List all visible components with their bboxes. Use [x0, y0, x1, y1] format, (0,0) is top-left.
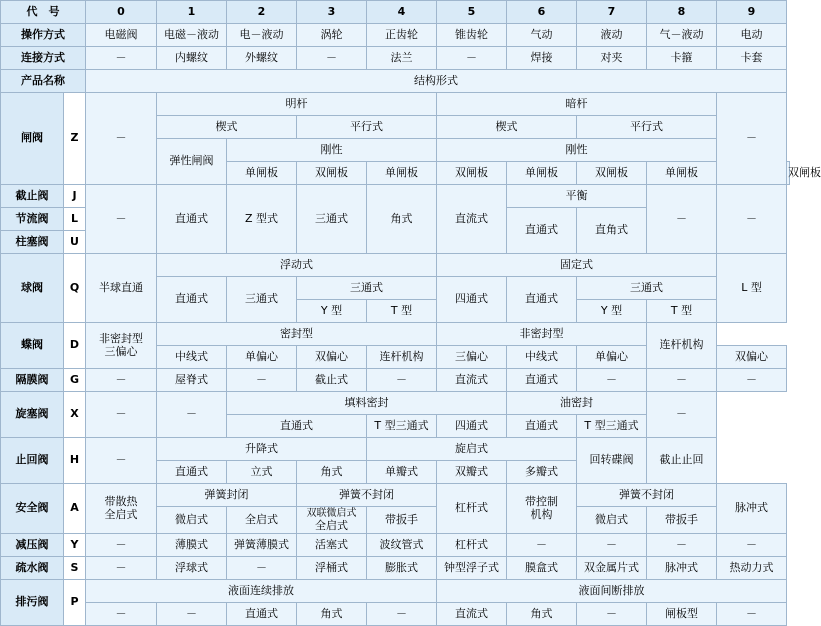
- header-num-0: 0: [86, 1, 157, 24]
- gate-parallel-open: 平行式: [297, 116, 437, 139]
- header-num-7: 7: [577, 1, 647, 24]
- trap-cell-4: 膨胀式: [367, 557, 437, 580]
- ball-t-type-right: T 型: [647, 300, 717, 323]
- operation-cell-4: 正齿轮: [367, 24, 437, 47]
- row-operation: [1, 24, 790, 47]
- safety-cell-6: [507, 484, 577, 534]
- ball-cell-2: 三通式: [227, 277, 297, 323]
- trap-cell-7: 双金属片式: [577, 557, 647, 580]
- stop-cell-4: 角式: [367, 185, 437, 254]
- check-swing-label: 旋启式: [367, 438, 577, 461]
- row-blowdown-bottom: [1, 603, 790, 626]
- reducing-cell-1: 薄膜式: [157, 534, 227, 557]
- safety-cell-0: [86, 484, 157, 534]
- ball-floating: 浮动式: [157, 254, 437, 277]
- row-label-ball: 球阀: [1, 254, 64, 323]
- reducing-cell-6: －: [507, 534, 577, 557]
- butterfly-seal: 密封型: [157, 323, 437, 346]
- reducing-cell-2: 弹簧薄膜式: [227, 534, 297, 557]
- operation-cell-0: 电磁阀: [86, 24, 157, 47]
- ball-three-way-left: 三通式: [297, 277, 437, 300]
- butterfly-cell-0: [86, 323, 157, 369]
- trap-cell-9: 热动力式: [717, 557, 787, 580]
- row-safety-top: [1, 484, 790, 507]
- ball-cell-5: 四通式: [437, 277, 507, 323]
- gate-wedge-open: 楔式: [157, 116, 297, 139]
- header-num-1: 1: [157, 1, 227, 24]
- row-code-plug: X: [64, 392, 86, 438]
- connection-cell-1: 内螺纹: [157, 47, 227, 70]
- safety-cell-0-line1: 带散热: [104, 494, 138, 508]
- header-num-3: 3: [297, 1, 367, 24]
- header-num-8: 8: [647, 1, 717, 24]
- trap-cell-1: 浮球式: [157, 557, 227, 580]
- diaphragm-cell-4: －: [367, 369, 437, 392]
- diaphragm-cell-7: －: [577, 369, 647, 392]
- row-label-blowdown: 排污阀: [1, 580, 64, 626]
- butterfly-cell-4: 连杆机构: [367, 346, 437, 369]
- row-label-check: 止回阀: [1, 438, 64, 484]
- row-label-product-name: 产品名称: [1, 70, 86, 93]
- safety-cell-3: [297, 507, 367, 534]
- row-stop-valve: [1, 185, 790, 208]
- operation-cell-5: 锥齿轮: [437, 24, 507, 47]
- stop-cell-5: 直流式: [437, 185, 507, 254]
- gate-plate-8: 双闸板: [787, 162, 790, 185]
- row-label-reducing: 减压阀: [1, 534, 64, 557]
- plug-packing-seal: 填料密封: [227, 392, 507, 415]
- connection-cell-9: 卡套: [717, 47, 787, 70]
- safety-cell-1: 微启式: [157, 507, 227, 534]
- gate-plate-2: 双闸板: [297, 162, 367, 185]
- connection-cell-2: 外螺纹: [227, 47, 297, 70]
- row-check-top: [1, 438, 790, 461]
- row-trap: [1, 557, 790, 580]
- connection-cell-3: －: [297, 47, 367, 70]
- row-code-gate: Z: [64, 93, 86, 185]
- stop-balance-angle: 直角式: [577, 208, 647, 254]
- blowdown-intermittent: 液面间断排放: [437, 580, 787, 603]
- butterfly-cell-0-line2: 三偏心: [104, 344, 138, 358]
- row-code-ball: Q: [64, 254, 86, 323]
- blowdown-cell-3: 角式: [297, 603, 367, 626]
- trap-cell-3: 浮桶式: [297, 557, 367, 580]
- butterfly-cell-7: 单偏心: [577, 346, 647, 369]
- safety-cell-6-line1: 带控制: [525, 494, 558, 508]
- connection-cell-5: －: [437, 47, 507, 70]
- plug-oil-seal: 油密封: [507, 392, 647, 415]
- check-lift-1: 直通式: [157, 461, 227, 484]
- check-cell-0: －: [86, 438, 157, 484]
- plug-oil-through: 直通式: [507, 415, 577, 438]
- butterfly-cell-6: 中线式: [507, 346, 577, 369]
- header-code-label: 代 号: [1, 1, 86, 24]
- diaphragm-cell-5: 直流式: [437, 369, 507, 392]
- safety-spring-open-left: 弹簧不封闭: [297, 484, 437, 507]
- gate-stem-hidden: 暗杆: [437, 93, 717, 116]
- operation-cell-7: 液动: [577, 24, 647, 47]
- plug-cell-9: －: [647, 392, 717, 438]
- row-connection: [1, 47, 790, 70]
- row-label-throttle: 节流阀: [1, 208, 64, 231]
- safety-cell-6-line2: 机构: [530, 507, 553, 521]
- header-num-9: 9: [717, 1, 787, 24]
- trap-cell-8: 脉冲式: [647, 557, 717, 580]
- gate-stem-open: 明杆: [157, 93, 437, 116]
- diaphragm-cell-1: 屋脊式: [157, 369, 227, 392]
- blowdown-continuous: 液面连续排放: [86, 580, 437, 603]
- row-ball-top: [1, 254, 790, 277]
- trap-cell-2: －: [227, 557, 297, 580]
- row-code-diaphragm: G: [64, 369, 86, 392]
- row-label-operation: 操作方式: [1, 24, 86, 47]
- check-swing-2: 双瓣式: [437, 461, 507, 484]
- gate-plate-1: 单闸板: [227, 162, 297, 185]
- row-code-plunger: U: [64, 231, 86, 254]
- check-lift-2: 立式: [227, 461, 297, 484]
- row-code-butterfly: D: [64, 323, 86, 369]
- safety-cell-3-line2: 全启式: [315, 518, 348, 532]
- safety-cell-8: 带扳手: [647, 507, 717, 534]
- row-code-trap: S: [64, 557, 86, 580]
- structure-form-label: 结构形式: [86, 70, 787, 93]
- safety-cell-4: 带扳手: [367, 507, 437, 534]
- diaphragm-cell-0: －: [86, 369, 157, 392]
- row-label-plug: 旋塞阀: [1, 392, 64, 438]
- gate-plate-4: 双闸板: [437, 162, 507, 185]
- butterfly-cell-1: 中线式: [157, 346, 227, 369]
- safety-cell-2: 全启式: [227, 507, 297, 534]
- blowdown-cell-0: －: [86, 603, 157, 626]
- row-butterfly-top: [1, 323, 790, 346]
- ball-fixed: 固定式: [437, 254, 717, 277]
- operation-cell-8: 气－液动: [647, 24, 717, 47]
- reducing-cell-5: 杠杆式: [437, 534, 507, 557]
- safety-spring-closed-right: 弹簧不封闭: [577, 484, 717, 507]
- check-lift-3: 角式: [297, 461, 367, 484]
- connection-cell-0: －: [86, 47, 157, 70]
- ball-y-type: Y 型: [297, 300, 367, 323]
- connection-cell-6: 焊接: [507, 47, 577, 70]
- ball-cell-1: 直通式: [157, 277, 227, 323]
- check-lift-label: 升降式: [157, 438, 367, 461]
- diaphragm-cell-8: －: [647, 369, 717, 392]
- diaphragm-cell-3: 截止式: [297, 369, 367, 392]
- trap-cell-0: －: [86, 557, 157, 580]
- trap-cell-6: 膜盒式: [507, 557, 577, 580]
- stop-cell-1: 直通式: [157, 185, 227, 254]
- header-num-2: 2: [227, 1, 297, 24]
- safety-cell-7: 微启式: [577, 507, 647, 534]
- header-num-6: 6: [507, 1, 577, 24]
- blowdown-cell-2: 直通式: [227, 603, 297, 626]
- plug-packing-t: T 型三通式: [367, 415, 437, 438]
- plug-cell-0: －: [86, 392, 157, 438]
- check-swing-3: 多瓣式: [507, 461, 577, 484]
- connection-cell-7: 对夹: [577, 47, 647, 70]
- row-code-stop: J: [64, 185, 86, 208]
- row-plug-top: [1, 392, 790, 415]
- diaphragm-cell-2: －: [227, 369, 297, 392]
- row-gate-stem: [1, 93, 790, 116]
- gate-cell-9: －: [717, 93, 787, 185]
- stop-cell-9: －: [717, 185, 787, 254]
- gate-plate-6: 双闸板: [577, 162, 647, 185]
- butterfly-cell-0-line1: 非密封型: [99, 331, 143, 345]
- ball-t-type: T 型: [367, 300, 437, 323]
- row-code-check: H: [64, 438, 86, 484]
- connection-cell-4: 法兰: [367, 47, 437, 70]
- gate-elastic: 弹性闸阀: [157, 139, 227, 185]
- butterfly-cell-2: 单偏心: [227, 346, 297, 369]
- plug-oil-t: T 型三通式: [577, 415, 647, 438]
- safety-cell-5: 杠杆式: [437, 484, 507, 534]
- butterfly-cell-9: 连杆机构: [647, 323, 717, 369]
- header-num-4: 4: [367, 1, 437, 24]
- operation-cell-1: 电磁－液动: [157, 24, 227, 47]
- butterfly-nonseal: 非密封型: [437, 323, 647, 346]
- blowdown-cell-9: －: [717, 603, 787, 626]
- row-blowdown-top: [1, 580, 790, 603]
- operation-cell-2: 电－液动: [227, 24, 297, 47]
- trap-cell-5: 钟型浮子式: [437, 557, 507, 580]
- check-cell-8: 回转碟阀: [577, 438, 647, 484]
- gate-parallel-hidden: 平行式: [577, 116, 717, 139]
- butterfly-cell-3: 双偏心: [297, 346, 367, 369]
- stop-cell-8: －: [647, 185, 717, 254]
- stop-balance-label: 平衡: [507, 185, 647, 208]
- row-label-diaphragm: 隔膜阀: [1, 369, 64, 392]
- check-swing-1: 单瓣式: [367, 461, 437, 484]
- plug-packing-through: 直通式: [227, 415, 367, 438]
- blowdown-cell-7: －: [577, 603, 647, 626]
- blowdown-cell-1: －: [157, 603, 227, 626]
- blowdown-cell-6: 角式: [507, 603, 577, 626]
- ball-half-through: 半球直通: [86, 254, 157, 323]
- row-label-butterfly: 蝶阀: [1, 323, 64, 369]
- stop-balance-through: 直通式: [507, 208, 577, 254]
- row-diaphragm: [1, 369, 790, 392]
- gate-plate-3: 单闸板: [367, 162, 437, 185]
- table-header-row: [1, 1, 790, 24]
- gate-plate-5: 单闸板: [507, 162, 577, 185]
- butterfly-cell-8: 双偏心: [717, 346, 787, 369]
- stop-cell-3: 三通式: [297, 185, 367, 254]
- gate-wedge-hidden: 楔式: [437, 116, 577, 139]
- row-product-name: [1, 70, 790, 93]
- operation-cell-9: 电动: [717, 24, 787, 47]
- gate-rigid-right: 刚性: [437, 139, 717, 162]
- ball-cell-9: L 型: [717, 254, 787, 323]
- butterfly-cell-5: 三偏心: [437, 346, 507, 369]
- reducing-cell-3: 活塞式: [297, 534, 367, 557]
- row-reducing: [1, 534, 790, 557]
- plug-cell-1: －: [157, 392, 227, 438]
- reducing-cell-0: －: [86, 534, 157, 557]
- reducing-cell-4: 波纹管式: [367, 534, 437, 557]
- row-label-stop: 截止阀: [1, 185, 64, 208]
- row-code-reducing: Y: [64, 534, 86, 557]
- ball-three-way-right: 三通式: [577, 277, 717, 300]
- blowdown-cell-4: －: [367, 603, 437, 626]
- ball-y-type-right: Y 型: [577, 300, 647, 323]
- safety-cell-9: 脉冲式: [717, 484, 787, 534]
- connection-cell-8: 卡箍: [647, 47, 717, 70]
- row-label-safety: 安全阀: [1, 484, 64, 534]
- row-label-gate: 闸阀: [1, 93, 64, 185]
- reducing-cell-8: －: [647, 534, 717, 557]
- row-label-connection: 连接方式: [1, 47, 86, 70]
- safety-cell-0-line2: 全启式: [104, 507, 138, 521]
- stop-cell-0: －: [86, 185, 157, 254]
- diaphragm-cell-6: 直通式: [507, 369, 577, 392]
- plug-packing-four: 四通式: [437, 415, 507, 438]
- operation-cell-3: 涡轮: [297, 24, 367, 47]
- ball-cell-6: 直通式: [507, 277, 577, 323]
- reducing-cell-7: －: [577, 534, 647, 557]
- row-code-safety: A: [64, 484, 86, 534]
- gate-rigid-left: 刚性: [227, 139, 437, 162]
- header-num-5: 5: [437, 1, 507, 24]
- row-code-blowdown: P: [64, 580, 86, 626]
- safety-spring-closed-left: 弹簧封闭: [157, 484, 297, 507]
- row-code-throttle: L: [64, 208, 86, 231]
- gate-plate-7: 单闸板: [647, 162, 717, 185]
- diaphragm-cell-9: －: [717, 369, 787, 392]
- row-label-trap: 疏水阀: [1, 557, 64, 580]
- row-label-plunger: 柱塞阀: [1, 231, 64, 254]
- blowdown-cell-5: 直流式: [437, 603, 507, 626]
- check-cell-9: 截止止回: [647, 438, 717, 484]
- operation-cell-6: 气动: [507, 24, 577, 47]
- blowdown-cell-8: 闸板型: [647, 603, 717, 626]
- reducing-cell-9: －: [717, 534, 787, 557]
- stop-cell-2: Z 型式: [227, 185, 297, 254]
- safety-cell-3-line1: 双联微启式: [306, 508, 357, 519]
- gate-cell-0: －: [86, 93, 157, 185]
